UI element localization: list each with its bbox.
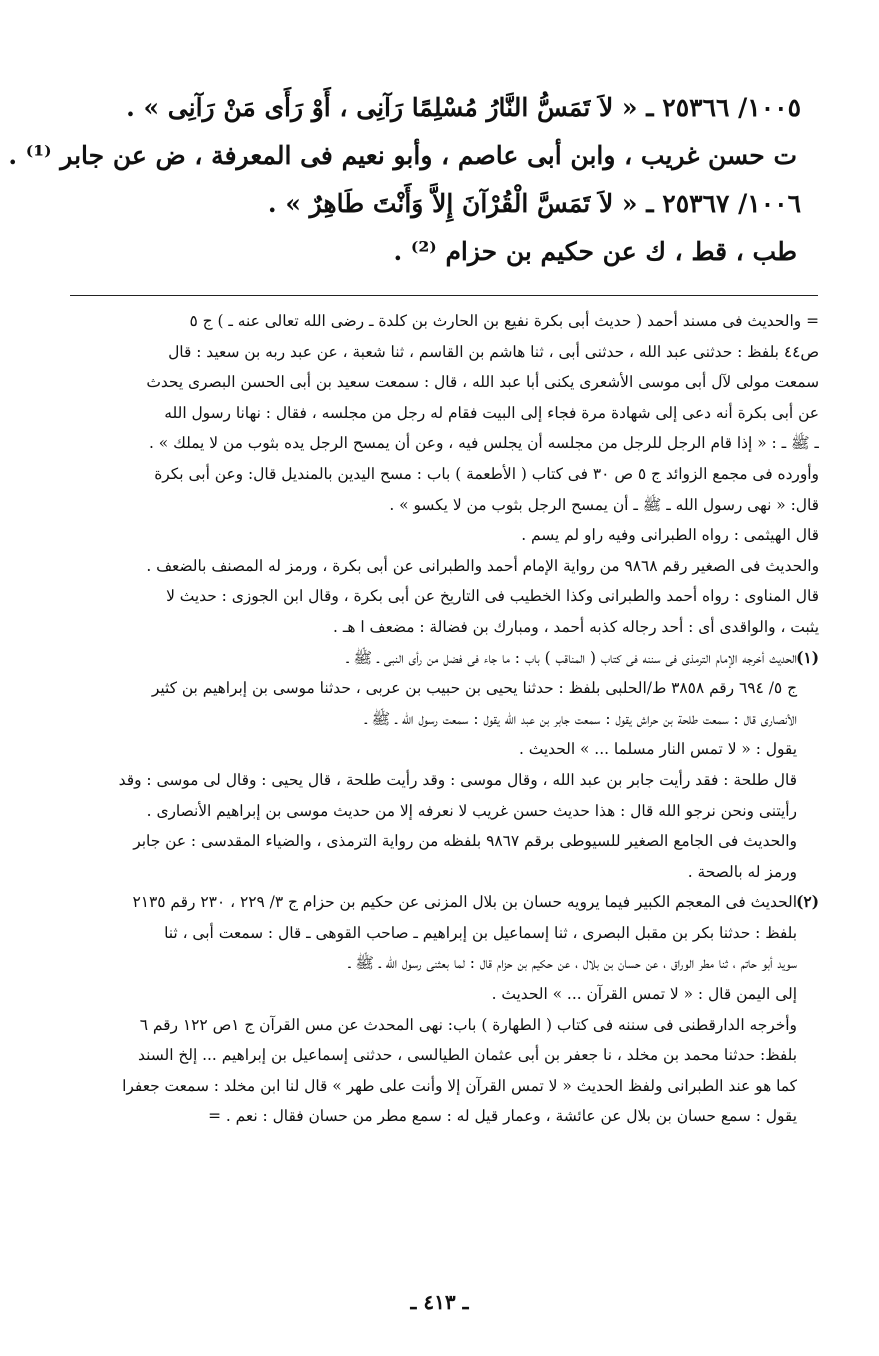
footnote-1-line: يقول : « لا تمس النار مسلما ... » الحديث . (518, 740, 797, 759)
footnote-1-number: (١) (796, 648, 819, 667)
footnote-2-number: (٢) (796, 893, 819, 912)
footnote-2-line: بلفظ : حدثنا بكر بن مقبل البصرى ، ثنا إسماعيل بن إبراهيم ـ صاحب القوهى ـ قال : سمعت أبى ، ثنا (164, 923, 797, 942)
footnote-1-line: قال طلحة : فقد رأيت جابر بن عبد الله ، وقال موسى : وقد رأيت طلحة ، قال يحيى : وقال لى موسى : وقد (118, 770, 797, 789)
footnote-continuation-line: قال المناوى : رواه أحمد والطبرانى وكذا الخطيب فى التاريخ عن أبى بكرة ، وقال ابن الجوزى : حديث لا (166, 587, 819, 606)
footnote-1-line: ج ٥/ ٦٩٤ رقم ٣٨٥٨ ط/الحلبى بلفظ : حدثنا يحيى بن حبيب بن عربى ، حدثنا موسى بن إبراهيم بن كثير (151, 679, 797, 698)
footnote-1-line: والحديث فى الجامع الصغير للسيوطى برقم ٩٨٦٧ بلفظه من رواية الترمذى ، والضياء المقدسى : عن جابر (133, 832, 797, 851)
footnote-continuation-line: قال الهيثمى : رواه الطبرانى وفيه راو لم يسم . (521, 526, 819, 545)
footnote-2-line: يقول : سمع حسان بن بلال عن عائشة ، وعمار قيل له : سمع مطر من حسان فقال : نعم . = (208, 1107, 797, 1126)
footnote-continuation-line: والحديث فى الصغير رقم ٩٨٦٨ من رواية الإمام أحمد والطبرانى عن أبى بكرة ، ورمز له المصنف بالضعف . (146, 556, 819, 575)
footnote-continuation-line: يثبت ، والواقدى أى : أحد رجاله كذبه أحمد ، ومبارك بن فضالة : مضعف ا هـ . (333, 617, 819, 636)
footnote-2-first-line (48, 887, 819, 918)
footnote-1-first-line (48, 643, 819, 674)
footnote-1-line: الأنصارى قال : سمعت طلحة بن حراش يقول : سمعت جابر بن عبد الله يقول : سمعت رسول الله ـ ﷺ ـ (364, 709, 797, 728)
footnote-2-line: بلفظ: حدثنا محمد بن مخلد ، نا جعفر بن أبى عثمان الطيالسى ، حدثنى إسماعيل بن إبراهيم ... إلخ السند (138, 1046, 797, 1065)
footnote-continuation-line: ص٤٤ بلفظ : حدثنى عبد الله ، حدثنى أبى ، ثنا هاشم بن القاسم ، ثنا شعبة ، عن عبد ربه بن سعيد : قال (168, 342, 819, 361)
footnote-2-line: سويد أبو حاتم ، ثنا مطر الوراق ، عن حسان بن بلال ، عن حكيم بن حزام قال : لما بعثنى رسول الله ـ ﷺ ـ (348, 954, 797, 973)
main-text-block (8, 84, 801, 276)
hadith-1006-sources: طب ، قط ، ك عن حكيم بن حزام ⁽²⁾ . (393, 237, 797, 266)
footnote-continuation-line: وأورده فى مجمع الزوائد ج ٥ ص ٣٠ فى كتاب ( الأطعمة ) باب : مسح اليدين بالمنديل قال: وعن أبى بكرة (154, 464, 819, 483)
hadith-1005-sources: ت حسن غريب ، وابن أبى عاصم ، وأبو نعيم فى المعرفة ، ض عن جابر ⁽¹⁾ . (8, 141, 797, 170)
footnote-2-text: الحديث فى المعجم الكبير فيما يرويه حسان بن بلال المزنى عن حكيم بن حزام ج ٣/ ٢٢٩ ، ٢٣٠ رقم ٢١٣٥ (132, 893, 797, 912)
footnote-1-line: ورمز له بالصحة . (687, 862, 797, 881)
hadith-1005: ١٠٠٥/ ٢٥٣٦٦ ـ « لاَ تَمَسُّ النَّارُ مُسْلِمًا رَآنِى ، أَوْ رَأَى مَنْ رَآنِى » . (126, 93, 801, 122)
footnote-2-line: كما هو عند الطبرانى ولفظ الحديث « لا تمس القرآن إلا وأنت على طهر » قال لنا ابن مخلد : سمعت جعفرا (122, 1076, 797, 1095)
footnote-continuation-line: ـ ﷺ ـ : « إذا قام الرجل للرجل من مجلسه أن يجلس فيه ، وعن أن يمسح الرجل يده بثوب من لا يملك » . (149, 434, 819, 453)
footnote-continuation-line: عن أبى بكرة أنه دعى إلى شهادة مرة فجاء إلى البيت فقام له رجل من مجلسه ، فقال : نهانا رسول الله (164, 403, 819, 422)
footnote-1-line: رأيتنى ونحن نرجو الله قال : هذا حديث حسن غريب لا نعرفه إلا من حديث موسى بن إبراهيم الأنصارى . (146, 801, 797, 820)
footnote-continuation-line: قال: « نهى رسول الله ـ ﷺ ـ أن يمسح الرجل بثوب من لا يكسو » . (389, 495, 819, 514)
page-number: ـ ٤١٣ ـ (410, 1290, 469, 1314)
footnote-continuation-line: سمعت مولى لآل أبى موسى الأشعرى يكنى أبا عبد الله ، قال : سمعت سعيد بن أبى الحسن البصرى يحدث (146, 373, 819, 392)
footnote-2-line: إلى اليمن قال : « لا تمس القرآن ... » الحديث . (491, 985, 797, 1004)
footnote-continuation-line: = والحديث فى مسند أحمد ( حديث أبى بكرة نفيع بن الحارث بن كلدة ـ رضى الله تعالى عنه ـ ) ج ٥ (189, 312, 819, 330)
footnote-2-line: وأخرجه الدارقطنى فى سننه فى كتاب ( الطهارة ) باب: نهى المحدث عن مس القرآن ج ١ص ١٢٢ رقم ٦ (139, 1015, 797, 1034)
footnote-separator (70, 295, 818, 296)
footnotes-block (48, 306, 819, 1132)
footnote-1-text: الحديث أخرجه الإمام الترمذى فى سننه فى كتاب ( المناقب ) باب : ما جاء فى فضل من رأى النبى ـ ﷺ ـ (346, 648, 797, 667)
hadith-1006: ١٠٠٦/ ٢٥٣٦٧ ـ « لاَ تَمَسَّ الْقُرْآنَ إِلاَّ وَأَنْتَ طَاهِرٌ » . (267, 189, 801, 218)
